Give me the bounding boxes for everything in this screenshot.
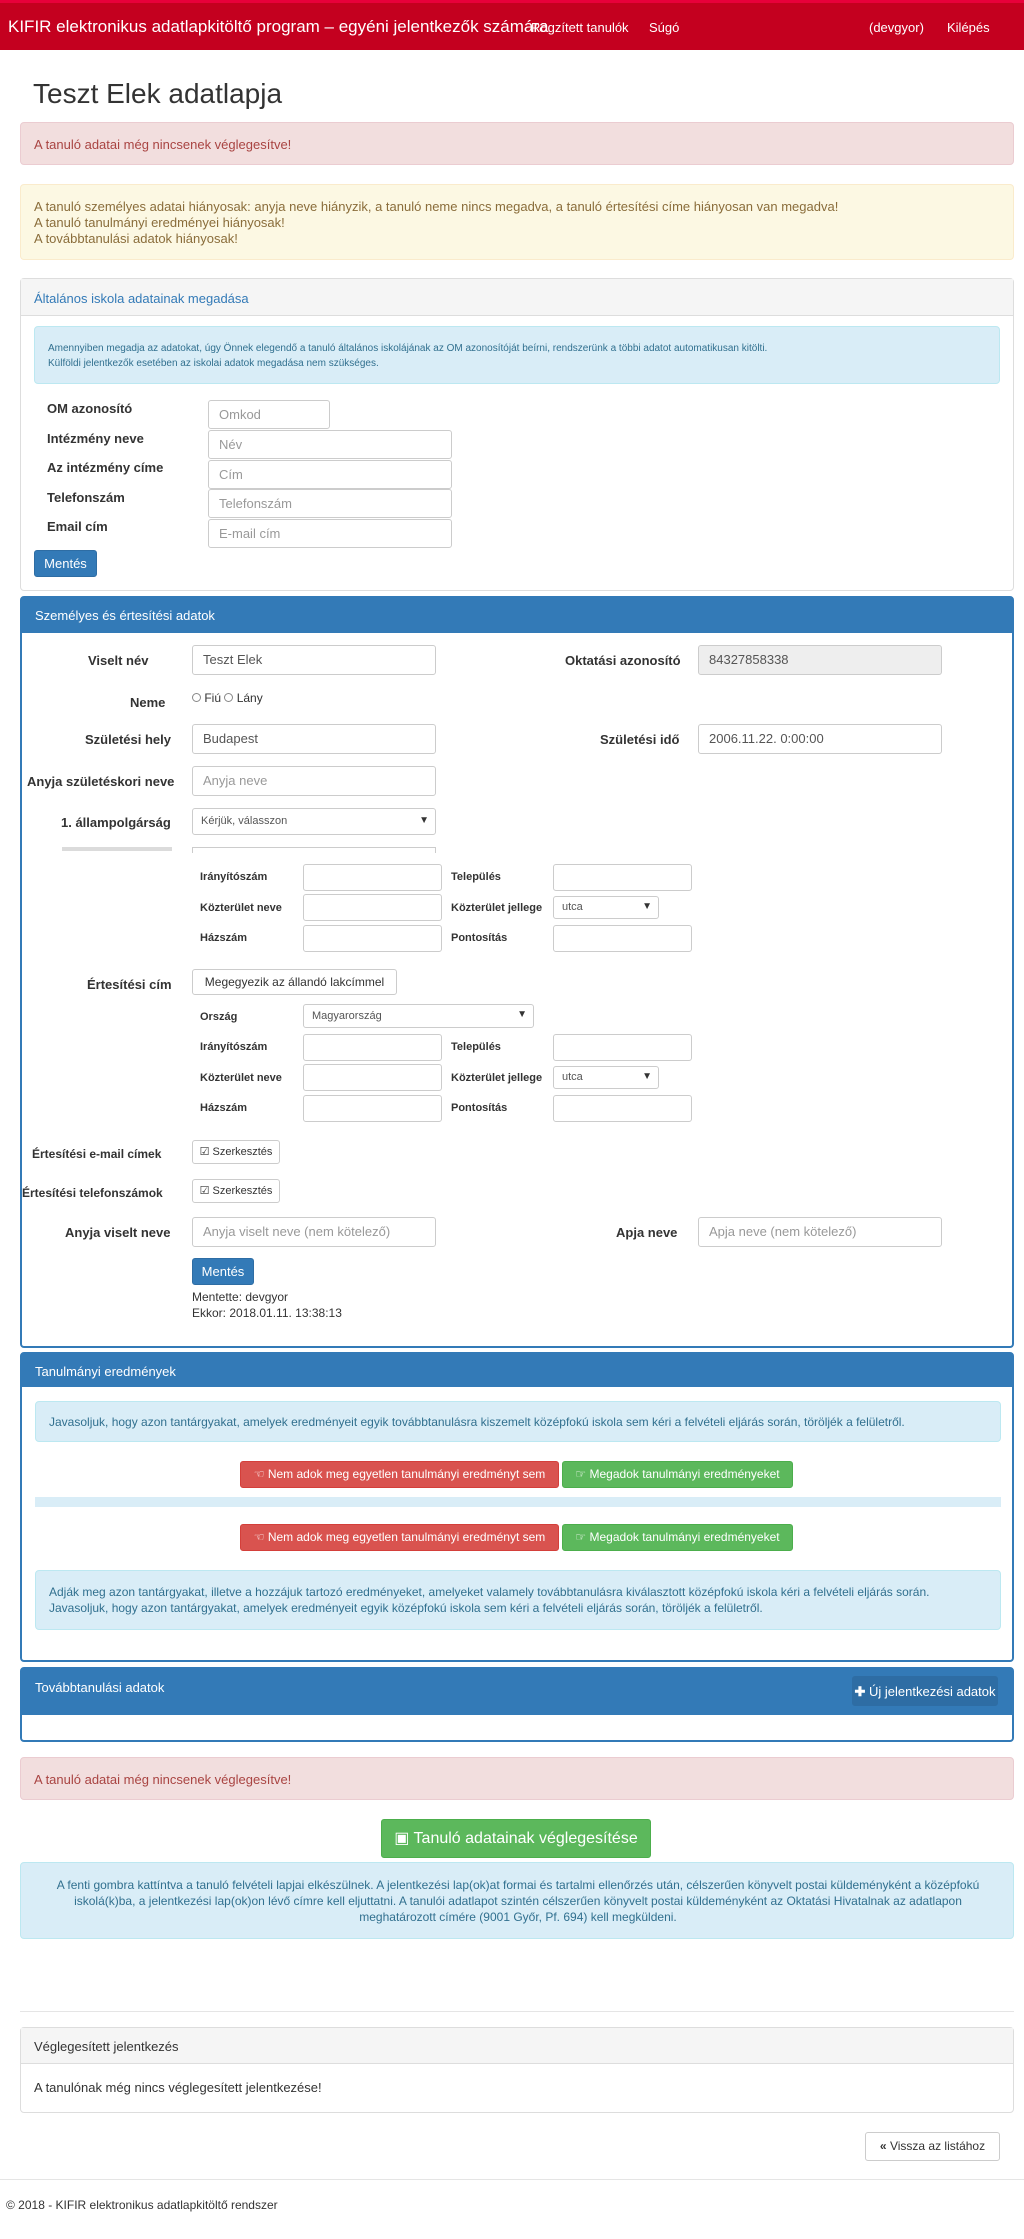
school-panel-title: Általános iskola adatainak megadása (34, 291, 249, 306)
addr2-country-value: Magyarország (312, 1010, 382, 1022)
finalized-body: A tanulónak még nincs véglegesített jelentkezése! (34, 2080, 322, 2095)
addr2-city-input[interactable] (553, 1034, 692, 1061)
gender-male-radio[interactable] (192, 693, 201, 702)
warning-personal: A tanuló személyes adatai hiányosak: anyja neve hiányzik, a tanuló neme nincs megadva, a tanuló értesítési címe hiányosan van megadva! (34, 199, 839, 214)
school-panel (20, 278, 1014, 591)
addr1-street-type-label: Közterület jellege (451, 902, 543, 914)
addr1-street-input[interactable] (303, 894, 442, 921)
addr2-city-label: Település (451, 1041, 501, 1053)
alert-not-finalized (20, 122, 1014, 165)
email-input[interactable]: E-mail cím (208, 519, 452, 548)
notify-phones-label: Értesítési telefonszámok (22, 1186, 163, 1200)
om-input[interactable]: Omkod (208, 400, 330, 429)
no-results-label-2: Nem adok meg egyetlen tanulmányi eredményt sem (267, 1530, 546, 1544)
saved-by: Mentette: devgyor (192, 1290, 289, 1304)
nav-help[interactable]: Súgó (649, 20, 680, 35)
clipped-select (192, 847, 436, 853)
gender-female-radio[interactable] (224, 693, 233, 702)
double-left-icon: « (879, 2139, 887, 2153)
finalized-panel (20, 2027, 1014, 2113)
addr1-street-type-value: utca (562, 901, 583, 913)
nav-logout[interactable]: Kilépés (947, 20, 990, 35)
chevron-down-icon: ▼ (642, 901, 652, 912)
footer-divider (0, 2179, 1024, 2180)
addr2-detail-input[interactable] (553, 1095, 692, 1122)
birth-place-input[interactable]: Budapest (192, 724, 436, 754)
finalized-panel-header (21, 2028, 1013, 2064)
gender-group (192, 691, 263, 705)
thumbs-down-icon: ☜ (253, 1530, 265, 1544)
mother-name-label: Anyja viselt neve (65, 1225, 171, 1240)
addr2-detail-label: Pontosítás (451, 1102, 508, 1114)
no-results-button-2[interactable] (240, 1524, 559, 1551)
new-application-button[interactable] (852, 1676, 998, 1706)
email-label: Email cím (47, 519, 108, 534)
addr2-street-type-select[interactable] (553, 1066, 659, 1089)
name-input[interactable]: Teszt Elek (192, 645, 436, 675)
no-results-label: Nem adok meg egyetlen tanulmányi eredményt sem (267, 1467, 546, 1481)
clipped-label (62, 847, 172, 851)
addr1-house-label: Házszám (200, 932, 248, 944)
school-panel-header (21, 279, 1013, 316)
birth-place-label: Születési hely (85, 732, 171, 747)
addr1-detail-input[interactable] (553, 925, 692, 952)
school-info-line2: Külföldi jelentkezők esetében az iskolai adatok megadása nem szükséges. (48, 358, 379, 369)
further-panel (20, 1667, 1014, 1742)
citizenship-label: 1. állampolgárság (61, 815, 171, 830)
results-divider (35, 1497, 1001, 1507)
gender-male-label: Fiú (204, 691, 222, 705)
warning-results: A tanuló tanulmányi eredményei hiányosak! (34, 215, 285, 230)
further-panel-header (22, 1669, 1012, 1715)
addr2-zip-label: Irányítószám (200, 1041, 268, 1053)
nav-user[interactable]: (devgyor) (869, 20, 924, 35)
institution-address-label: Az intézmény címe (47, 460, 164, 475)
phone-input[interactable]: Telefonszám (208, 489, 452, 518)
back-to-list-label: Vissza az listához (889, 2139, 986, 2153)
chevron-down-icon: ▼ (419, 815, 429, 826)
name-label: Viselt név (88, 653, 149, 668)
phones-edit-label: Szerkesztés (212, 1185, 273, 1197)
nav-recorded-students[interactable]: Rögzített tanulók (531, 20, 629, 35)
divider (20, 2011, 1014, 2012)
results-info-2-line2: Javasoljuk, hogy azon tantárgyakat, amelyek eredményeit egyik középfokú iskola sem kéri a felvételi eljárás során, töröljék a felületről. (49, 1601, 763, 1615)
school-info (34, 326, 1000, 384)
chevron-down-icon: ▼ (517, 1009, 527, 1020)
results-info-1-text: Javasoljuk, hogy azon tantárgyakat, amelyek eredményeit egyik továbbtanulásra kiszemelt középfokú iskola sem kéri a felvételi eljárás során, töröljék a felületről. (49, 1415, 905, 1429)
citizenship-select[interactable] (192, 808, 436, 835)
finalize-info (20, 1862, 1014, 1939)
institution-name-input[interactable]: Név (208, 430, 452, 459)
phones-edit-button[interactable] (192, 1179, 280, 1203)
results-panel-header (22, 1354, 1012, 1387)
addr2-street-input[interactable] (303, 1064, 442, 1091)
father-name-label: Apja neve (616, 1225, 678, 1240)
addr2-street-type-value: utca (562, 1071, 583, 1083)
school-save-button[interactable]: Mentés (34, 550, 97, 577)
gender-female-label: Lány (236, 691, 263, 705)
alert-text-bottom: A tanuló adatai még nincsenek véglegesítve! (34, 1772, 292, 1787)
clipped-row (62, 847, 562, 853)
give-results-button-2[interactable] (562, 1524, 793, 1551)
mother-birth-name-label: Anyja születéskori neve (27, 774, 175, 789)
personal-panel-header (22, 598, 1012, 633)
give-results-label-2: Megadok tanulmányi eredményeket (589, 1530, 780, 1544)
addr1-detail-label: Pontosítás (451, 932, 508, 944)
edu-id-input[interactable]: 84327858338 (698, 645, 942, 675)
personal-panel (20, 596, 1014, 1348)
thumbs-down-icon: ☜ (253, 1467, 265, 1481)
institution-address-input[interactable]: Cím (208, 460, 452, 489)
phone-label: Telefonszám (47, 490, 125, 505)
finalized-panel-title: Véglegesített jelentkezés (34, 2039, 179, 2054)
thumbs-up-icon: ☞ (575, 1530, 587, 1544)
give-results-label: Megadok tanulmányi eredményeket (589, 1467, 780, 1481)
footer: © 2018 - KIFIR elektronikus adatlapkitöltő rendszer (6, 2198, 278, 2212)
alert-missing-data (20, 184, 1014, 260)
addr2-country-label: Ország (200, 1011, 238, 1023)
addr1-street-label: Közterület neve (200, 902, 282, 914)
results-info-1 (35, 1401, 1001, 1442)
addr2-street-label: Közterület neve (200, 1072, 282, 1084)
addr2-country-select[interactable] (303, 1004, 534, 1028)
warning-further: A továbbtanulási adatok hiányosak! (34, 231, 238, 246)
addr2-street-type-label: Közterület jellege (451, 1072, 543, 1084)
mother-birth-name-input[interactable]: Anyja neve (192, 766, 436, 796)
save-icon: ▣ (394, 1830, 410, 1847)
addr1-city-input[interactable] (553, 864, 692, 891)
gender-label: Neme (130, 695, 166, 710)
give-results-button[interactable] (562, 1461, 793, 1488)
addr1-zip-input[interactable] (303, 864, 442, 891)
alert-not-finalized-bottom (20, 1757, 1014, 1800)
no-results-button[interactable] (240, 1461, 559, 1488)
plus-icon: ✚ (854, 1684, 866, 1699)
notify-address-label: Értesítési cím (87, 977, 172, 992)
addr1-zip-label: Irányítószám (200, 871, 268, 883)
edu-id-label: Oktatási azonosító (565, 653, 681, 668)
personal-panel-title: Személyes és értesítési adatok (35, 608, 215, 623)
personal-save-button[interactable]: Mentés (192, 1258, 254, 1285)
results-panel (20, 1352, 1014, 1662)
father-name-input[interactable]: Apja neve (nem kötelező) (698, 1217, 942, 1247)
navbar (0, 0, 1024, 50)
finalize-info-text: A fenti gombra kattíntva a tanuló felvételi lapjai elkészülnek. A jelentkezési lap(ok)at formai és tartalmi ellenőrzés után, célszerűen könyvelt postai küldeményként a középfokú iskolá(k)ba, a jelentkezési lap(ok)on lévő címre kell eljuttatni. A tanulói adatlapot szintén célszerűen könyvelt postai küldeményként az Oktatási Hivatalnak az adatlapon meghatározott címére (9001 Győr, Pf. 694) kell megküldeni. (56, 1878, 980, 1924)
page-title: Teszt Elek adatlapja (33, 78, 283, 109)
notify-emails-label: Értesítési e-mail címek (32, 1147, 162, 1161)
citizenship-value: Kérjük, válasszon (201, 815, 288, 827)
institution-name-label: Intézmény neve (47, 431, 144, 446)
addr2-house-label: Házszám (200, 1102, 248, 1114)
addr1-house-input[interactable] (303, 925, 442, 952)
further-panel-title: Továbbtanulási adatok (35, 1680, 165, 1695)
thumbs-up-icon: ☞ (575, 1467, 587, 1481)
emails-edit-label: Szerkesztés (212, 1146, 273, 1158)
alert-text: A tanuló adatai még nincsenek véglegesítve! (34, 137, 292, 152)
school-info-line1: Amennyiben megadja az adatokat, úgy Önnek elegendő a tanuló általános iskolájának az OM azonosítóját beírni, rendszerünk a többi adatot automatikusan kitölti. (48, 343, 768, 354)
mother-name-input[interactable]: Anyja viselt neve (nem kötelező) (192, 1217, 436, 1247)
edit-icon: ☑ (199, 1146, 210, 1158)
addr2-zip-input[interactable] (303, 1034, 442, 1061)
results-panel-title: Tanulmányi eredmények (35, 1364, 176, 1379)
results-info-2-line1: Adják meg azon tantárgyakat, illetve a hozzájuk tartozó eredményeket, amelyeket valamely továbbtanulásra kiválasztott középfokú iskola kéri a felvételi eljárás során. (49, 1585, 930, 1599)
finalize-button[interactable] (381, 1819, 651, 1858)
new-application-label: Új jelentkezési adatok (869, 1684, 996, 1699)
addr2-house-input[interactable] (303, 1095, 442, 1122)
birth-date-input[interactable]: 2006.11.22. 0:00:00 (698, 724, 942, 754)
om-label: OM azonosító (47, 401, 133, 416)
app-brand[interactable]: KIFIR elektronikus adatlapkitöltő program – egyéni jelentkezők számára (8, 17, 549, 36)
addr1-city-label: Település (451, 871, 501, 883)
chevron-down-icon: ▼ (642, 1071, 652, 1082)
saved-at: Ekkor: 2018.01.11. 13:38:13 (192, 1306, 342, 1320)
addr1-street-type-select[interactable] (553, 896, 659, 919)
notify-same-button[interactable]: Megegyezik az állandó lakcímmel (192, 969, 397, 995)
edit-icon: ☑ (199, 1185, 210, 1197)
back-to-list-button[interactable] (865, 2132, 1000, 2161)
results-info-2 (35, 1570, 1001, 1630)
emails-edit-button[interactable] (192, 1140, 280, 1164)
birth-date-label: Születési idő (600, 732, 680, 747)
finalize-label: Tanuló adatainak véglegesítése (413, 1830, 638, 1847)
